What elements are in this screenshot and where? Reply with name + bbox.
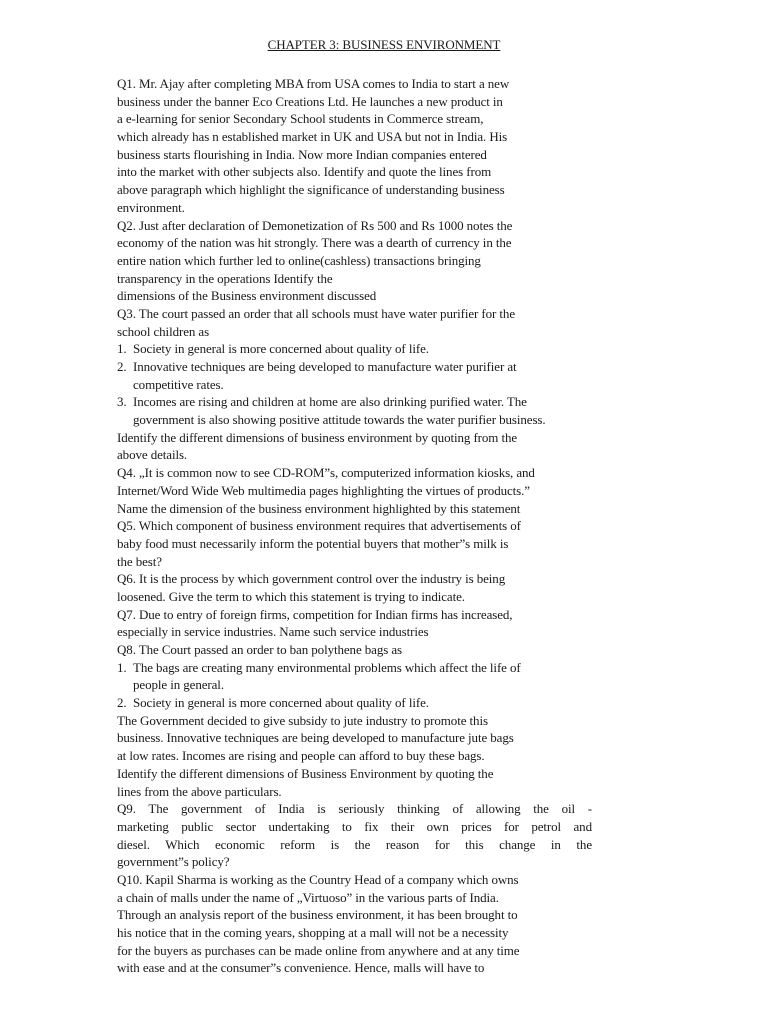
list-item xyxy=(117,340,592,358)
question-4 xyxy=(117,464,592,517)
list-text: Society in general is more concerned about quality of life. xyxy=(133,695,429,711)
list-item xyxy=(117,358,592,376)
list-number: 1. xyxy=(117,341,127,357)
list-item xyxy=(117,659,592,677)
list-number: 2. xyxy=(117,695,127,711)
question-line: Identify the different dimensions of Business Environment by quoting the xyxy=(117,765,494,781)
question-line: a e-learning for senior Secondary School students in Commerce stream, xyxy=(117,111,484,127)
question-line: Identify the different dimensions of business environment by quoting from the xyxy=(117,429,518,445)
question-2 xyxy=(117,217,592,305)
list-item xyxy=(117,694,592,712)
list-text: Incomes are rising and children at home are also drinking purified water. The xyxy=(133,394,527,410)
question-line: business starts flourishing in India. Now more Indian companies entered xyxy=(117,146,487,162)
question-line: Q10. Kapil Sharma is working as the Country Head of a company which owns xyxy=(117,871,519,887)
question-6 xyxy=(117,570,592,605)
question-8 xyxy=(117,641,592,800)
question-line: a chain of malls under the name of „Virtuoso” in the various parts of India. xyxy=(117,889,499,905)
list-number: 2. xyxy=(117,359,127,374)
question-line: above paragraph which highlight the significance of understanding business xyxy=(117,182,505,198)
question-line: loosened. Give the term to which this statement is trying to indicate. xyxy=(117,588,465,604)
list-text: Society in general is more concerned about quality of life. xyxy=(133,341,429,357)
question-line: Q1. Mr. Ajay after completing MBA from USA comes to India to start a new xyxy=(117,76,510,91)
questions-body xyxy=(117,75,592,977)
question-line: government”s policy? xyxy=(117,854,230,870)
question-line: at low rates. Incomes are rising and people can afford to buy these bags. xyxy=(117,748,485,764)
chapter-title: CHAPTER 3: BUSINESS ENVIRONMENT xyxy=(267,37,501,52)
question-line: Q4. „It is common now to see CD-ROM”s, computerized information kiosks, and xyxy=(117,465,535,481)
question-line: Q3. The court passed an order that all schools must have water purifier for the xyxy=(117,305,515,321)
list-text: Innovative techniques are being developed to manufacture water purifier at xyxy=(133,359,517,374)
list-text: The bags are creating many environmental problems which affect the life of xyxy=(133,659,521,675)
question-line: into the market with other subjects also. Identify and quote the lines from xyxy=(117,164,492,180)
question-line: diesel. Which economic reform is the reason for this change in the xyxy=(117,836,592,852)
list-text-continued: people in general. xyxy=(133,677,224,693)
question-line: Q2. Just after declaration of Demonetization of Rs 500 and Rs 1000 notes the xyxy=(117,217,513,233)
question-line: lines from the above particulars. xyxy=(117,783,282,799)
list-item xyxy=(117,393,592,411)
question-line: especially in service industries. Name such service industries xyxy=(117,624,429,640)
question-line: Q7. Due to entry of foreign firms, competition for Indian firms has increased, xyxy=(117,606,513,622)
question-line: The Government decided to give subsidy to jute industry to promote this xyxy=(117,712,488,728)
question-line: dimensions of the Business environment discussed xyxy=(117,288,377,304)
question-line: Name the dimension of the business environment highlighted by this statement xyxy=(117,500,521,516)
question-line: with ease and at the consumer”s convenience. Hence, malls will have to xyxy=(117,960,485,976)
question-line: the best? xyxy=(117,553,162,569)
question-line: school children as xyxy=(117,323,210,339)
question-line: entire nation which further led to online(cashless) transactions bringing xyxy=(117,252,481,268)
question-10 xyxy=(117,871,592,977)
list-number: 3. xyxy=(117,394,127,410)
question-line: business under the banner Eco Creations Ltd. He launches a new product in xyxy=(117,93,503,109)
question-line: for the buyers as purchases can be made online from anywhere and at any time xyxy=(117,942,520,958)
question-line: Q6. It is the process by which government control over the industry is being xyxy=(117,571,506,587)
question-line: Q8. The Court passed an order to ban polythene bags as xyxy=(117,642,402,657)
question-line: transparency in the operations Identify the xyxy=(117,270,333,286)
question-line: marketing public sector undertaking to fix their own prices for petrol and xyxy=(117,818,592,834)
question-line: Through an analysis report of the business environment, it has been brought to xyxy=(117,907,518,923)
list-text-continued: government is also showing positive attitude towards the water purifier business. xyxy=(133,412,546,428)
question-line: Internet/Word Wide Web multimedia pages highlighting the virtues of products.” xyxy=(117,482,530,498)
list-text-continued: competitive rates. xyxy=(133,376,224,392)
question-line: business. Innovative techniques are being developed to manufacture jute bags xyxy=(117,730,514,746)
question-line: which already has n established market in UK and USA but not in India. His xyxy=(117,129,508,145)
question-line: Q9. The government of India is seriously thinking of allowing the oil - xyxy=(117,801,592,817)
question-1 xyxy=(117,75,592,217)
question-line: Q5. Which component of business environment requires that advertisements of xyxy=(117,518,521,534)
question-5 xyxy=(117,517,592,570)
question-line: environment. xyxy=(117,199,185,215)
question-3 xyxy=(117,305,592,464)
list-number: 1. xyxy=(117,659,127,675)
question-line: baby food must necessarily inform the potential buyers that mother”s milk is xyxy=(117,535,509,551)
question-line: his notice that in the coming years, shopping at a mall will not be a necessity xyxy=(117,925,509,940)
question-9 xyxy=(117,800,592,871)
question-line: economy of the nation was hit strongly. There was a dearth of currency in the xyxy=(117,235,512,251)
question-7 xyxy=(117,606,592,641)
question-line: above details. xyxy=(117,447,188,463)
